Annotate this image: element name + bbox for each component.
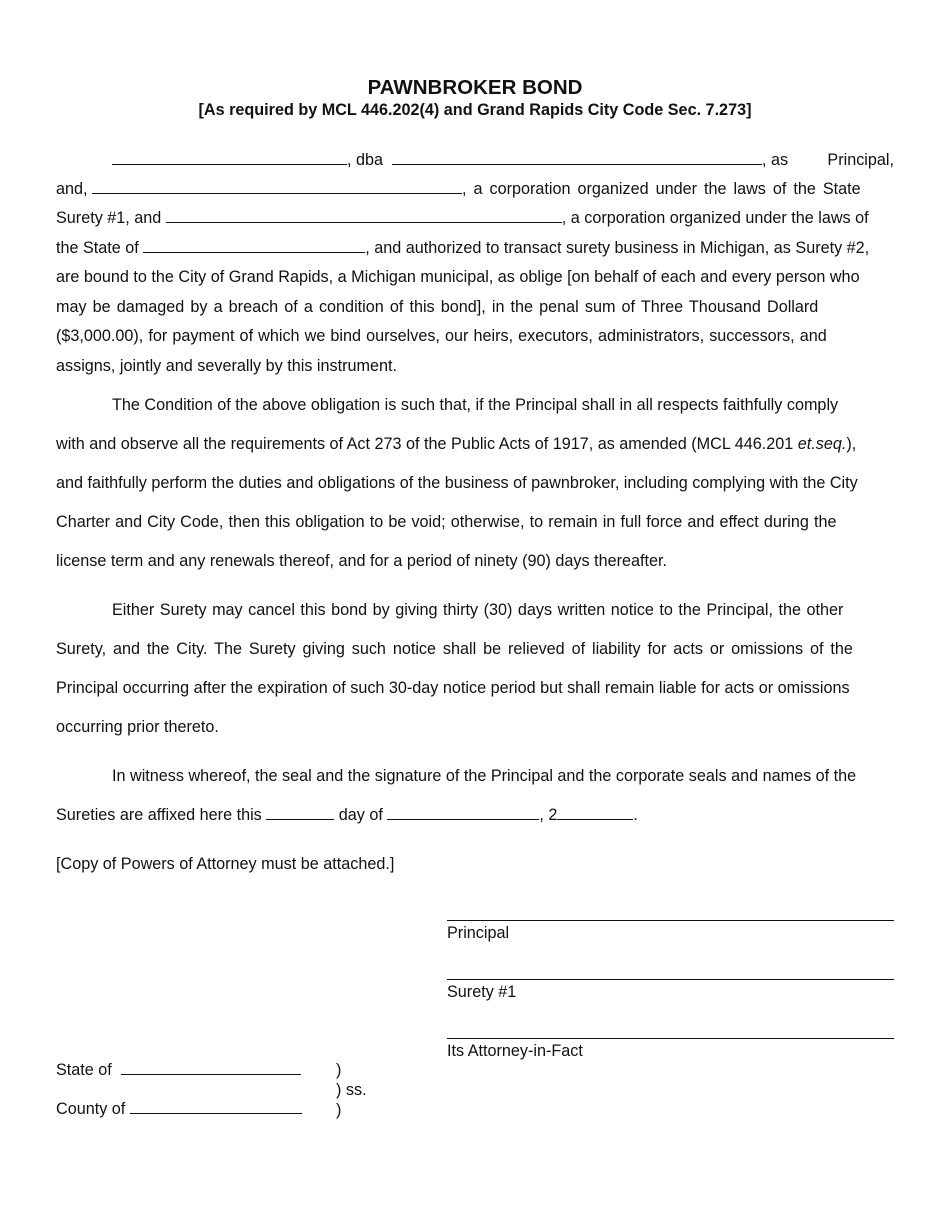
para1-line8: assigns, jointly and severally by this instrument.: [56, 357, 397, 375]
venue-county-field[interactable]: [130, 1099, 302, 1114]
para3-line1: Either Surety may cancel this bond by giving thirty (30) days written notice to the Principal, the other: [112, 601, 844, 619]
year-field[interactable]: [557, 805, 633, 820]
venue-state-field[interactable]: [121, 1060, 301, 1075]
para1-line1: , dba , as Principal,: [112, 150, 894, 170]
para1-line5: are bound to the City of Grand Rapids, a Michigan municipal, as oblige [on behalf of each and every person who: [56, 268, 860, 286]
venue-ss: ) ss.: [336, 1081, 367, 1099]
principal-label: Principal: [447, 924, 510, 942]
para1-line2: and, , a corporation organized under the laws of the State: [56, 180, 861, 198]
para4-line1: In witness whereof, the seal and the signature of the Principal and the corporate seals and names of the: [112, 767, 857, 785]
para3-line4: occurring prior thereto.: [56, 718, 219, 736]
para2-line5: license term and any renewals thereof, and for a period of ninety (90) days thereafter.: [56, 552, 667, 570]
dba-name-field[interactable]: [392, 150, 762, 165]
surety2-state-field[interactable]: [143, 238, 365, 253]
document-subtitle: [As required by MCL 446.202(4) and Grand Rapids City Code Sec. 7.273]: [198, 101, 752, 119]
para2-line3: and faithfully perform the duties and obligations of the business of pawnbroker, including complying with the City: [56, 474, 858, 492]
attachment-note: [Copy of Powers of Attorney must be attached.]: [56, 855, 395, 873]
surety2-name-field[interactable]: [166, 208, 562, 223]
para3-line3: Principal occurring after the expiration of such 30-day notice period but shall remain liable for acts or omissions: [56, 679, 850, 697]
para1-line3: Surety #1, and , a corporation organized under the laws of: [56, 209, 869, 227]
principal-name-field[interactable]: [112, 150, 347, 165]
surety1-name-field[interactable]: [92, 179, 462, 194]
para1-line4: the State of , and authorized to transact surety business in Michigan, as Surety #2,: [56, 239, 870, 257]
para2-line2: with and observe all the requirements of Act 273 of the Public Acts of 1917, as amended (MCL 446.201 et.seq.),: [56, 435, 857, 453]
para3-line2: Surety, and the City. The Surety giving such notice shall be relieved of liability for acts or omissions of the: [56, 640, 853, 658]
venue-paren-1: ): [336, 1061, 342, 1079]
para1-line7: ($3,000.00), for payment of which we bind ourselves, our heirs, executors, administrators, successors, and: [56, 327, 827, 345]
venue-paren-3: ): [336, 1101, 342, 1119]
para1-line6: may be damaged by a breach of a condition of this bond], in the penal sum of Three Thousand Dollard: [56, 298, 819, 316]
para2-line4: Charter and City Code, then this obligation to be void; otherwise, to remain in full force and effect during the: [56, 513, 837, 531]
principal-signature-line[interactable]: [447, 920, 894, 921]
document-title: PAWNBROKER BOND: [367, 76, 583, 99]
para2-line1: The Condition of the above obligation is such that, if the Principal shall in all respects faithfully comply: [112, 396, 839, 414]
surety1-signature-line[interactable]: [447, 979, 894, 980]
month-field[interactable]: [387, 805, 539, 820]
surety1-label: Surety #1: [447, 983, 517, 1001]
attorney-signature-line[interactable]: [447, 1038, 894, 1039]
day-field[interactable]: [266, 805, 334, 820]
venue-state: State of: [56, 1060, 301, 1080]
attorney-label: Its Attorney-in-Fact: [447, 1042, 583, 1060]
para4-line2: Sureties are affixed here this day of , 2 .: [56, 806, 638, 824]
venue-county: County of: [56, 1099, 302, 1119]
